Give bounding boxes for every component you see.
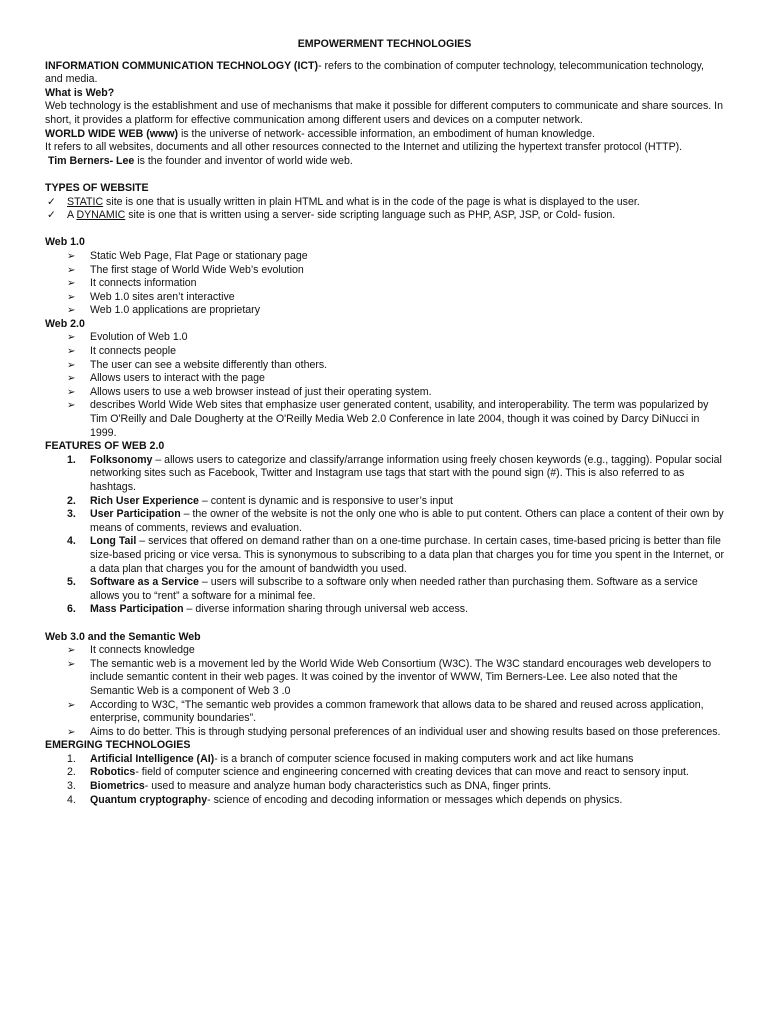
arrow-bullet-icon: ➢ [67, 278, 76, 290]
list-item [45, 726, 724, 740]
list-item [45, 794, 724, 808]
static-keyword: STATIC [67, 195, 104, 208]
www-term: WORLD WIDE WEB (www) [45, 127, 178, 140]
list-number: 4. [67, 535, 76, 548]
feature-text: – allows users to categorize and classify/arrange information using freely chosen keywords (e.g., tagging). Popular social networking sites such as Facebook, Twitter and Instagram use tags that start with the pound sign (#). This is also referred to as hashtags. [90, 453, 722, 493]
arrow-bullet-icon: ➢ [67, 645, 76, 657]
tech-term: Quantum cryptography [90, 793, 208, 806]
features-heading: FEATURES OF WEB 2.0 [45, 440, 165, 453]
list-item [45, 603, 724, 617]
web3-list [45, 644, 724, 739]
feature-term: User Participation [90, 508, 181, 521]
tech-term: Robotics [90, 766, 136, 779]
list-number: 3. [67, 780, 76, 793]
arrow-bullet-icon: ➢ [67, 305, 76, 317]
arrow-bullet-icon: ➢ [67, 386, 76, 398]
list-item [45, 250, 724, 264]
ict-term: INFORMATION COMMUNICATION TECHNOLOGY (ICT) [45, 59, 319, 72]
list-item-text: Aims to do better. This is through studying personal preferences of an individual user and showing results based on those preferences. [90, 725, 721, 738]
tech-text: - science of encoding and decoding information or messages which depends on physics. [207, 793, 623, 806]
emerging-list [45, 753, 724, 807]
list-item [45, 359, 724, 373]
founder-term: Tim Berners- Lee [47, 154, 135, 167]
www-description: It refers to all websites, documents and all other resources connected to the Internet and utilizing the hypertext transfer protocol (HTTP). [45, 141, 683, 154]
arrow-bullet-icon: ➢ [67, 400, 76, 412]
list-number: 2. [67, 494, 76, 507]
list-number: 5. [67, 576, 76, 589]
feature-text: – services that offered on demand rather than on a one-time purchase. In certain cases, time-based pricing is better than file size-based pricing or vice versa. This is synonymous to subscribing to a data plan that charges you for time you spent in the Internet, or a data plan that charges you for the amount of bandwidth you used. [90, 535, 724, 575]
dynamic-keyword: DYNAMIC [76, 209, 126, 222]
list-item [45, 345, 724, 359]
list-item [45, 209, 724, 223]
tech-term: Artificial Intelligence (AI) [90, 752, 215, 765]
list-item [45, 399, 724, 440]
list-item [45, 699, 724, 726]
arrow-bullet-icon: ➢ [67, 250, 76, 262]
arrow-bullet-icon: ➢ [67, 332, 76, 344]
list-number: 1. [67, 752, 76, 765]
list-item [45, 196, 724, 210]
list-item [45, 291, 724, 305]
types-heading: TYPES OF WEBSITE [45, 181, 149, 194]
list-item-text: It connects knowledge [90, 644, 195, 657]
list-item [45, 454, 724, 495]
list-item [45, 576, 724, 603]
list-item [45, 753, 724, 767]
founder-text: is the founder and inventor of world wide web. [134, 154, 353, 167]
list-number: 6. [67, 603, 76, 616]
arrow-bullet-icon: ➢ [67, 264, 76, 276]
list-item [45, 386, 724, 400]
page-title: EMPOWERMENT TECHNOLOGIES [297, 38, 472, 50]
web-definition: Web technology is the establishment and use of mechanisms that make it possible for different computers to communicate and share sources. In short, it provides a platform for effective communication among different users and devices on a computer network. [45, 100, 723, 126]
list-item [45, 495, 724, 509]
list-item-text: Web 1.0 sites aren’t interactive [90, 290, 235, 303]
arrow-bullet-icon: ➢ [67, 346, 76, 358]
tech-term: Biometrics [90, 780, 145, 793]
list-item-text: It connects information [90, 277, 197, 290]
ict-definition: - refers to the combination of computer technology, telecommunication technology, and media. [45, 59, 704, 86]
list-item [45, 331, 724, 345]
arrow-bullet-icon: ➢ [67, 658, 76, 670]
arrow-bullet-icon: ➢ [67, 699, 76, 711]
list-item-text: The user can see a website differently than others. [90, 358, 328, 371]
list-item [45, 658, 724, 699]
list-item-text: According to W3C, “The semantic web provides a common framework that allows data to be shared and reused across application, enterprise, community boundaries”. [90, 698, 704, 725]
feature-term: Mass Participation [90, 603, 184, 616]
arrow-bullet-icon: ➢ [67, 373, 76, 385]
list-item [45, 277, 724, 291]
list-item [45, 264, 724, 278]
list-number: 3. [67, 508, 76, 521]
feature-term: Long Tail [90, 535, 137, 548]
dynamic-prefix: A [67, 209, 77, 222]
web2-list [45, 331, 724, 440]
ict-paragraph [45, 60, 724, 87]
types-list [45, 196, 724, 223]
list-item [45, 644, 724, 658]
list-item-text: describes World Wide Web sites that emphasize user generated content, usability, and interoperability. The term was popularized by Tim O'Reilly and Dale Dougherty at the O'Reilly Media Web 2.0 Conference in late 2004, though it was coined by Darcy DiNucci in 1999. [90, 399, 709, 439]
arrow-bullet-icon: ➢ [67, 726, 76, 738]
web1-list [45, 250, 724, 318]
www-paragraph [45, 128, 724, 142]
list-number: 2. [67, 766, 76, 779]
web3-heading: Web 3.0 and the Semantic Web [45, 630, 201, 643]
arrow-bullet-icon: ➢ [67, 291, 76, 303]
list-item-text: The first stage of World Wide Web’s evolution [90, 263, 304, 276]
list-item [45, 766, 724, 780]
arrow-bullet-icon: ➢ [67, 359, 76, 371]
list-item-text: Evolution of Web 1.0 [90, 331, 188, 344]
list-item-text: Static Web Page, Flat Page or stationary page [90, 249, 308, 262]
feature-text: – the owner of the website is not the only one who is able to put content. Others can place a content of their own by means of comments, reviews and evaluation. [90, 508, 724, 534]
web2-heading: Web 2.0 [45, 317, 85, 330]
list-item-text: Allows users to use a web browser instead of just their operating system. [90, 385, 432, 398]
feature-term: Software as a Service [90, 576, 199, 589]
list-item [45, 508, 724, 535]
list-item [45, 780, 724, 794]
what-is-web-heading: What is Web? [45, 86, 115, 99]
web1-heading: Web 1.0 [45, 236, 85, 249]
tech-text: - field of computer science and engineering concerned with creating devices that can move and react to sensory input. [135, 766, 689, 779]
feature-text: – diverse information sharing through universal web access. [183, 603, 469, 616]
feature-text: – users will subscribe to a software only when needed rather than purchasing them. Software as a service allows you to “rent” a software for a minimal fee. [90, 576, 698, 602]
check-mark-icon: ✓ [47, 195, 56, 208]
list-item-text: Web 1.0 applications are proprietary [90, 304, 260, 317]
list-item [45, 535, 724, 576]
tech-text: - is a branch of computer science focused in making computers work and act like humans [214, 752, 634, 765]
list-item [45, 304, 724, 318]
founder-paragraph [45, 155, 724, 169]
feature-term: Rich User Experience [90, 494, 199, 507]
emerging-heading: EMERGING TECHNOLOGIES [45, 739, 191, 752]
tech-text: - used to measure and analyze human body characteristics such as DNA, finger prints. [144, 780, 552, 793]
check-mark-icon: ✓ [47, 209, 56, 222]
feature-text: – content is dynamic and is responsive to user’s input [198, 494, 453, 507]
list-number: 4. [67, 793, 76, 806]
list-number: 1. [67, 453, 76, 466]
list-item-text: The semantic web is a movement led by the World Wide Web Consortium (W3C). The W3C standard encourages web developers to include semantic content in their web pages. It was coined by the inventor of WWW, Tim Berners-Lee. Lee also noted that the Semantic Web is a component of Web 3 .0 [90, 657, 712, 697]
www-definition: is the universe of network- accessible information, an embodiment of human knowledge. [178, 127, 595, 140]
list-item-text: Allows users to interact with the page [90, 372, 265, 385]
list-item-text: It connects people [90, 345, 176, 358]
static-text: site is one that is usually written in plain HTML and what is in the code of the page is what is displayed to the user. [103, 195, 640, 208]
features-list [45, 454, 724, 617]
list-item [45, 372, 724, 386]
feature-term: Folksonomy [90, 453, 153, 466]
dynamic-text: site is one that is written using a server- side scripting language such as PHP, ASP, JSP, or Cold- fusion. [125, 209, 616, 222]
